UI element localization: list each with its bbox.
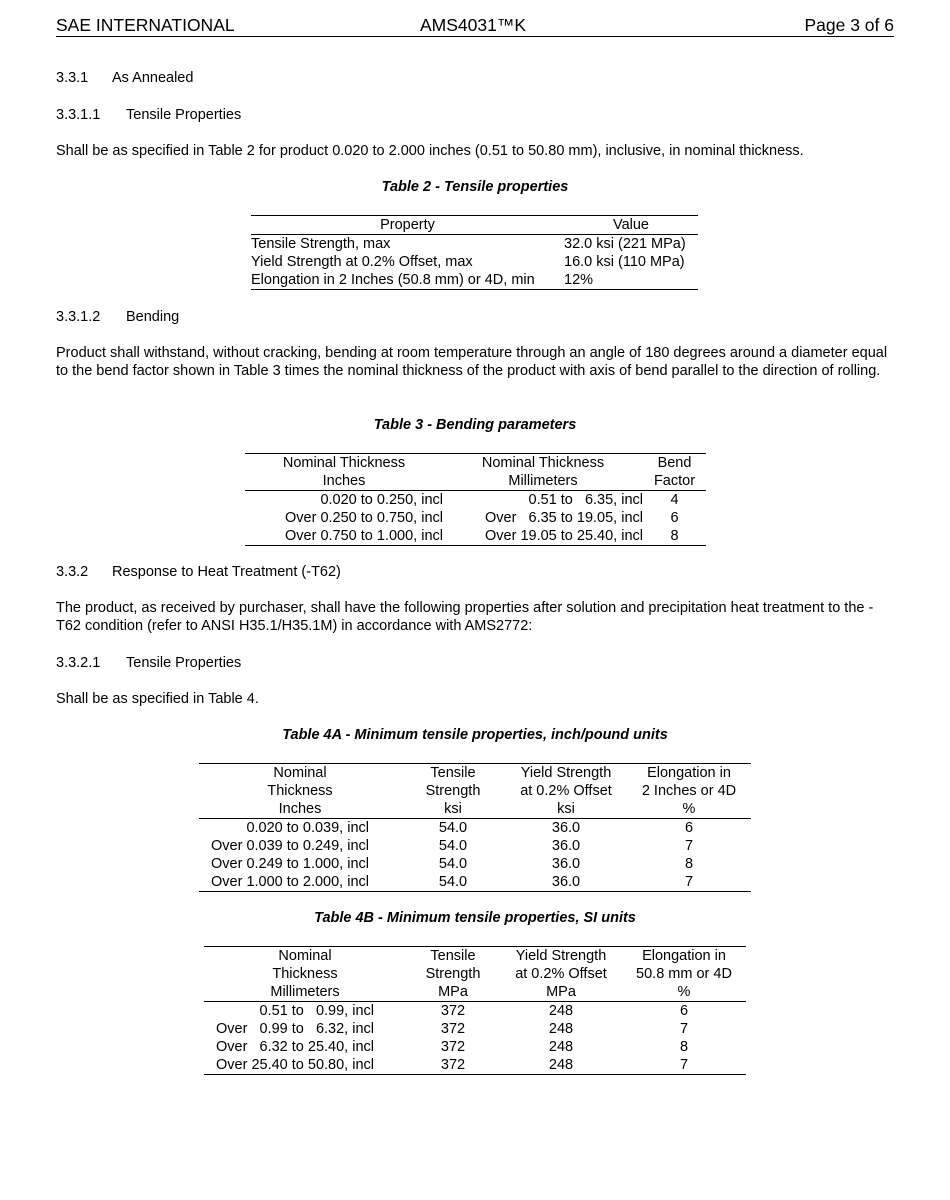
table-cell: 248 (548, 1039, 574, 1055)
table-cell: 6 (670, 510, 679, 526)
table-cell: 54.0 (438, 820, 468, 836)
table-row (199, 819, 751, 838)
column-header: Value (612, 217, 649, 233)
table-cell: 32.0 ksi (221 MPa) (564, 236, 686, 252)
column-header: Elongation in 50.8 mm or 4D % (636, 948, 732, 1000)
table-cell: 372 (440, 1003, 466, 1019)
table-cell: 7 (679, 1021, 689, 1037)
header-doc-number: AMS4031™K (420, 15, 527, 35)
section-number: 3.3.1.2 (56, 309, 101, 325)
table-row (199, 855, 751, 873)
column-header: Bend Factor (653, 455, 696, 489)
column-header: Nominal Thickness Inches (282, 455, 406, 489)
table-cell: 4 (670, 492, 679, 508)
table-cell: Yield Strength at 0.2% Offset, max (251, 254, 473, 270)
table-cell: 372 (440, 1057, 466, 1073)
column-header: Nominal Thickness Millimeters (481, 455, 605, 489)
section-title: Bending (126, 309, 180, 325)
table-cell: Over 0.250 to 0.750, incl (285, 510, 443, 526)
table-cell: 6 (684, 820, 694, 836)
section-3-3-1-2-text: Product shall withstand, without cracking, bending at room temperature through an angle of 180 degrees around a diameter equal to the bend factor shown in Table 3 times the nominal thickness of the product with axis of bend parallel to the direction of rolling. (56, 345, 888, 379)
table-cell: 36.0 (551, 856, 581, 872)
column-header: Property (380, 217, 435, 233)
table-cell: Over 0.750 to 1.000, incl (285, 528, 443, 544)
table-cell: Over 1.000 to 2.000, incl (211, 874, 369, 890)
section-3-3-1-1-heading (56, 106, 241, 124)
table-cell: 0.020 to 0.039, incl (246, 820, 369, 836)
table-2 (251, 215, 698, 290)
table-cell: 6 (679, 1003, 689, 1019)
column-header: Elongation in 2 Inches or 4D % (641, 765, 737, 817)
table-cell: Over 0.99 to 6.32, incl (216, 1021, 374, 1037)
table-row (204, 1002, 746, 1021)
table-cell: 36.0 (551, 874, 581, 890)
table-row (204, 1038, 746, 1056)
table-cell: Over 0.039 to 0.249, incl (211, 838, 369, 854)
column-header: Yield Strength at 0.2% Offset ksi (520, 765, 612, 817)
table-cell: 54.0 (438, 838, 468, 854)
table-cell: 248 (548, 1003, 574, 1019)
table-cell: 7 (684, 838, 694, 854)
table-cell: 372 (440, 1039, 466, 1055)
table-cell: Over 6.32 to 25.40, incl (216, 1039, 374, 1055)
table-row (204, 1020, 746, 1038)
page-header (56, 14, 894, 37)
table-header-row (245, 454, 706, 491)
table-cell: Over 25.40 to 50.80, incl (216, 1057, 374, 1073)
table-cell: Elongation in 2 Inches (50.8 mm) or 4D, min (251, 272, 535, 288)
table-row (199, 837, 751, 855)
section-3-3-1-2-heading (56, 308, 179, 326)
table-cell: 36.0 (551, 838, 581, 854)
section-number: 3.3.2 (56, 564, 89, 580)
section-3-3-1-1-text: Shall be as specified in Table 2 for product 0.020 to 2.000 inches (0.51 to 50.80 mm), inclusive, in nominal thickness. (56, 143, 804, 159)
table-2-caption: Table 2 - Tensile properties (381, 179, 569, 195)
table-4b (204, 946, 746, 1075)
section-title: Tensile Properties (126, 655, 242, 671)
section-3-3-2-1-text: Shall be as specified in Table 4. (56, 691, 259, 707)
table-cell: 248 (548, 1021, 574, 1037)
table-cell: 16.0 ksi (110 MPa) (564, 254, 685, 270)
header-org: SAE INTERNATIONAL (56, 15, 235, 35)
table-cell: Tensile Strength, max (251, 236, 391, 252)
column-header: Tensile Strength MPa (425, 948, 481, 1000)
section-title: Response to Heat Treatment (-T62) (112, 564, 341, 580)
column-header: Tensile Strength ksi (425, 765, 481, 817)
table-4a-caption: Table 4A - Minimum tensile properties, inch/pound units (282, 727, 668, 743)
section-3-3-1-heading (56, 69, 193, 87)
table-row (251, 253, 698, 271)
table-cell: 8 (679, 1039, 689, 1055)
table-row (245, 491, 706, 510)
table-cell: 12% (564, 272, 594, 288)
table-cell: Over 19.05 to 25.40, incl (485, 528, 643, 544)
table-cell: 0.51 to 0.99, incl (259, 1003, 374, 1019)
table-cell: 36.0 (551, 820, 581, 836)
table-cell: Over 6.35 to 19.05, incl (485, 510, 643, 526)
table-cell: 54.0 (438, 874, 468, 890)
column-header: Nominal Thickness Inches (267, 765, 333, 817)
table-header-row (199, 764, 751, 819)
table-row (199, 873, 751, 892)
table-cell: 7 (679, 1057, 689, 1073)
table-cell: 248 (548, 1057, 574, 1073)
table-row (251, 235, 698, 254)
table-3-caption: Table 3 - Bending parameters (373, 417, 577, 433)
table-4a (199, 763, 751, 892)
table-row (204, 1056, 746, 1075)
section-3-3-2-text: The product, as received by purchaser, shall have the following properties after solution and precipitation heat treatment to the -T62 condition (refer to ANSI H35.1/H35.1M) in accordance with AMS2772: (56, 600, 874, 634)
column-header: Yield Strength at 0.2% Offset MPa (515, 948, 607, 1000)
section-number: 3.3.1.1 (56, 107, 101, 123)
table-row (251, 271, 698, 290)
header-page-number: Page 3 of 6 (804, 15, 894, 35)
table-row (245, 527, 706, 546)
section-number: 3.3.1 (56, 70, 89, 86)
table-cell: 8 (670, 528, 679, 544)
table-cell: Over 0.249 to 1.000, incl (211, 856, 369, 872)
section-3-3-2-heading (56, 563, 341, 581)
table-cell: 7 (684, 874, 694, 890)
section-3-3-2-1-heading (56, 654, 241, 672)
table-header-row (204, 947, 746, 1002)
section-number: 3.3.2.1 (56, 655, 101, 671)
table-cell: 372 (440, 1021, 466, 1037)
table-cell: 54.0 (438, 856, 468, 872)
section-title: Tensile Properties (126, 107, 242, 123)
table-3 (245, 453, 706, 546)
table-cell: 8 (684, 856, 694, 872)
section-title: As Annealed (112, 70, 194, 86)
table-4b-caption: Table 4B - Minimum tensile properties, SI units (314, 910, 636, 926)
table-cell: 0.020 to 0.250, incl (320, 492, 443, 508)
column-header: Nominal Thickness Millimeters (270, 948, 340, 1000)
table-header-row (251, 216, 698, 235)
table-cell: 0.51 to 6.35, incl (528, 492, 643, 508)
table-row (245, 509, 706, 527)
